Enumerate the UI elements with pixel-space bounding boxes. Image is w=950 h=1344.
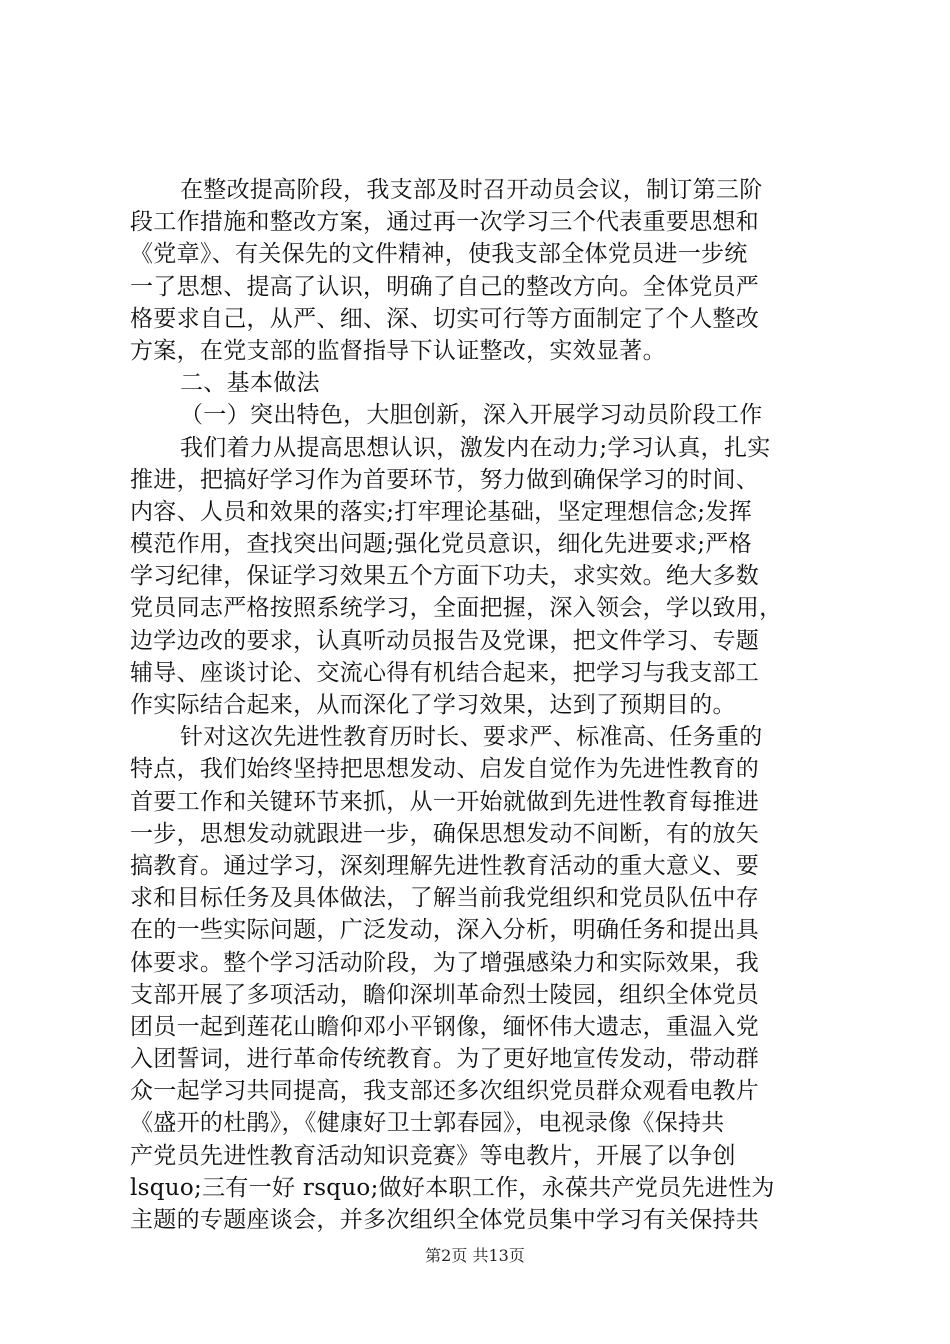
subsection-heading: （一）突出特色，大胆创新，深入开展学习动员阶段工作 [180, 402, 763, 429]
paragraph-line: 体要求。整个学习活动阶段，为了增强感染力和实际效果，我 [130, 949, 760, 976]
paragraph-line: lsquo;三有一好 rsquo;做好本职工作，永葆共产党员先进性为 [130, 1174, 775, 1201]
document-body [130, 174, 830, 1236]
paragraph-line: 推进，把搞好学习作为首要环节，努力做到确保学习的时间、 [130, 466, 760, 493]
paragraph-line: 一了思想、提高了认识，明确了自己的整改方向。全体党员严 [130, 273, 760, 300]
paragraph-line: 我们着力从提高思想认识，激发内在动力;学习认真，扎实 [180, 434, 771, 461]
paragraph-line: 在的一些实际问题，广泛发动，深入分析，明确任务和提出具 [130, 917, 760, 944]
paragraph-line: 团员一起到莲花山瞻仰邓小平钢像，缅怀伟大遗志，重温入党 [130, 1013, 760, 1040]
paragraph-line: 方案，在党支部的监督指导下认证整改，实效显著。 [130, 337, 666, 364]
paragraph-line: 在整改提高阶段，我支部及时召开动员会议，制订第三阶 [180, 177, 763, 203]
paragraph-line: 边学边改的要求，认真听动员报告及党课，把文件学习、专题 [130, 627, 760, 654]
paragraph-line: 《盛开的杜鹃》，《健康好卫士郭春园》，电视录像《保持共 [130, 1110, 725, 1137]
paragraph-line: 作实际结合起来，从而深化了学习效果，达到了预期目的。 [130, 692, 736, 718]
paragraph-line: 入团誓词，进行革命传统教育。为了更好地宣传发动，带动群 [130, 1046, 760, 1073]
paragraph-line: 首要工作和关键环节来抓，从一开始就做到先进性教育每推进 [130, 788, 760, 815]
section-heading: 二、基本做法 [180, 370, 320, 397]
paragraph-line: 支部开展了多项活动，瞻仰深圳革命烈士陵园，组织全体党员 [130, 981, 760, 1008]
paragraph-line: 段工作措施和整改方案，通过再一次学习三个代表重要思想和 [130, 209, 760, 236]
paragraph-line: 求和目标任务及具体做法，了解当前我党组织和党员队伍中存 [130, 885, 760, 912]
paragraph-line: 模范作用，查找突出问题;强化党员意识，细化先进要求;严格 [130, 531, 752, 558]
paragraph-line: 《党章》、有关保先的文件精神，使我支部全体党员进一步统 [130, 241, 748, 268]
page-number-footer: 第2页 共13页 [425, 1246, 525, 1265]
paragraph-line: 搞教育。通过学习，深刻理解先进性教育活动的重大意义、要 [130, 852, 760, 879]
paragraph-line: 辅导、座谈讨论、交流心得有机结合起来，把学习与我支部工 [130, 659, 760, 686]
paragraph-line: 主题的专题座谈会，并多次组织全体党员集中学习有关保持共 [130, 1207, 760, 1233]
paragraph-line: 一步，思想发动就跟进一步，确保思想发动不间断，有的放矢 [130, 820, 760, 847]
paragraph-line: 学习纪律，保证学习效果五个方面下功夫，求实效。绝大多数 [130, 563, 760, 590]
paragraph-line: 针对这次先进性教育历时长、要求严、标准高、任务重的 [180, 724, 763, 751]
paragraph-line: 内容、人员和效果的落实;打牢理论基础，坚定理想信念;发挥 [130, 498, 752, 525]
paragraph-line: 格要求自己，从严、细、深、切实可行等方面制定了个人整改 [130, 305, 760, 332]
paragraph-line: 产党员先进性教育活动知识竞赛》等电教片，开展了以争创 [130, 1142, 736, 1169]
paragraph-line: 党员同志严格按照系统学习，全面把握，深入领会，学以致用， [130, 595, 783, 622]
paragraph-line: 众一起学习共同提高，我支部还多次组织党员群众观看电教片 [130, 1078, 760, 1105]
paragraph-line: 特点，我们始终坚持把思想发动、启发自觉作为先进性教育的 [130, 756, 760, 783]
